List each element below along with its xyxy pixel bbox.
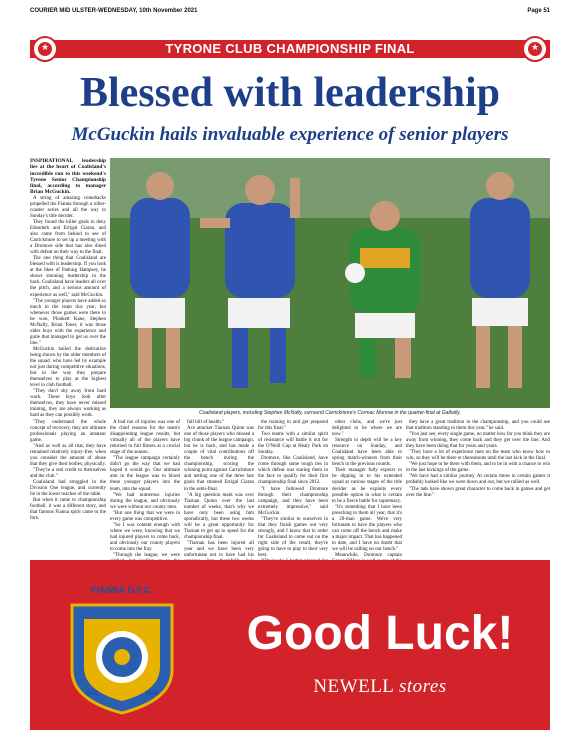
fianna-club-crest-icon <box>62 575 182 715</box>
article-column-5 <box>332 420 402 558</box>
article-paragraph: "A big question mark was over Tiarnan Quinn over the last number of weeks, that's why we have only been using him sporadically, but these two weeks will be a great opportunity for Tiarnan to get up to speed for the championship final. <box>184 492 254 540</box>
article-paragraph: Two teams with a similar spirit of resistance will battle it out for the O'Neill Cup at Healy Park on Sunday. <box>258 432 328 456</box>
sponsor-logo <box>220 675 540 699</box>
article-paragraph: full bill of health." <box>187 420 225 425</box>
club-motto-right: 1925 <box>145 691 159 697</box>
article-column-3 <box>184 420 254 558</box>
headline: Blessed with leadership <box>79 70 501 116</box>
folio-date: COURIER MID ULSTER-WEDNESDAY, 10th November 2021 <box>30 8 198 14</box>
match-photo <box>110 158 550 408</box>
article-column-6 <box>406 420 550 558</box>
article-paragraph: "Tiarnan has been injured all year and we have been very unfortunate not to have had his <box>184 540 254 559</box>
article-paragraph: "And as well as all that, they have remained relatively injury-free, when you consider the amount of abuse that they give their bodies, physically. <box>30 443 106 467</box>
article-paragraph: "The younger players have added so much to the team this year, but whenever those games were there to be won, Plunkett Kane, Stephen McNally, Brian Toner, it was those older boys with the experience and guile that managed to get us over the line." <box>30 298 106 346</box>
match-photo-illustration <box>110 158 550 408</box>
article-paragraph: "So I was content enough with where we were, knowing that we had injured players to come back, and obviously our county players to come into the fray. <box>110 522 180 552</box>
article-column-1 <box>30 158 106 558</box>
sponsor-suffix: stores <box>398 676 447 697</box>
section-banner-title: TYRONE CLUB CHAMPIONSHIP FINAL <box>165 41 415 56</box>
article-paragraph: Ace attacker Tiarnan Quinn was one of those players who missed a big chunk of the league campaign, but he is back, and has made a couple of vital contributions off the bench during the championship, scoring the winning point against Carrickmore and netting one of the three late goals that stunned Errigal Ciaran in the semi-final. <box>184 426 254 492</box>
photo-caption: Coalisland players, including Stephen McNally, surround Carrickmore's Cormac Munroe in the quarter-final at Galbally. <box>199 410 461 416</box>
article-paragraph: Coalisland had struggled in the Division One league, and currently lie in the lower reaches of the table. <box>30 479 106 498</box>
article-paragraph: "The lads have shown great character to come back in games and get over the line." <box>406 486 550 498</box>
article-paragraph: they have a great tradition in the championship, and you could see that tradition standing to them this year," he said. <box>406 420 550 432</box>
article-paragraph: Their manager fully expects to be dipping in to his extended squad at various stages of the title decider as he exploits every possible option in what is certain to be a fierce battle for supremacy. <box>332 468 402 504</box>
club-name-text: FIANNA G.F.C. <box>91 585 153 595</box>
article-paragraph: McGuckin hailed the dedication being shown by the older members of the squad, who have led by example not just during competitive situations, but in the way they prepare themselves to play at the highest level in club football. <box>30 346 106 389</box>
article-paragraph: A string of amazing comebacks propelled the Fianna through a roller-coaster series and all the way to Sunday's title decider. <box>30 195 106 219</box>
article-paragraph: "I have followed Dromore through their championship campaign, and they have been extremely impressive," said McGuckin. <box>258 486 328 516</box>
article-paragraph: "We had numerous injuries during the league, and obviously we were without our county men. <box>110 492 180 510</box>
article-paragraph: Strength in depth will be a key resource on Sunday, and Coalisland have been able to spring match-winners from their bench in the previous rounds. <box>332 438 402 468</box>
article-paragraph: But when it came to championship football, it was a different story, and that famous Fianna spirit came to the fore. <box>30 498 106 522</box>
folio-page-number: Page 51 <box>527 8 550 14</box>
sponsor-name: NEWELL <box>313 676 394 697</box>
subheadline: McGuckin hails invaluable experience of senior players <box>71 124 509 145</box>
folio-line <box>30 8 550 18</box>
article-paragraph: the training in and get prepared for this final." <box>258 420 328 432</box>
article-column-2 <box>110 420 180 558</box>
club-motto-left: GAC <box>85 691 99 697</box>
article-paragraph: "We have had a similar journey. At certain times in certain games it probably looked like we were down and out, but we rallied as well. <box>406 474 550 486</box>
article-paragraph: A bad run of injuries was one of the chief reasons for the team's disappointing league results, but virtually all of the players have returned to full fitness at a crucial stage of the season. <box>110 420 180 456</box>
article-paragraph: "They understand the whole concept of recovery, they are ultimate professionals playing an amateur game. <box>30 419 106 443</box>
article-paragraph: "Through the league, we were <box>113 553 180 559</box>
article-paragraph: "They're similar to ourselves in that they finish games out very strongly, and I know that in order for Coalisland to come out on the right side of the result, they're going to have to play to their very best. <box>258 516 328 559</box>
good-luck-title: Good Luck! <box>246 607 514 660</box>
article-column-4 <box>258 420 328 558</box>
article-paragraph: "You just see, every single game, no matter how far you think they are away from winning, they come back and they get over the line. And they have been doing that for years and years. <box>406 432 550 450</box>
article-paragraph: Meanwhile, Dromore captain <box>335 553 402 559</box>
article-paragraph: "It's something that I have been preaching to them all year, that it's a 20-man game. We're very fortunate to have the players who can come off the bench and make a major impact. That has happened to date, and I have no doubt that we will be calling on our bench." <box>332 504 402 552</box>
tyrone-crest-right-icon: ★ <box>522 36 548 62</box>
article-paragraph: other clubs, and we're just delighted to be where we are now." <box>332 420 402 438</box>
article-paragraph: "They have a lot of experience men on the team who know how to win, so they will be there or thereabouts until the last kick in the final. <box>406 450 550 462</box>
article-paragraph: Dromore, like Coalisland, have come through some tough ties in which defeat was staring them in the face to qualify for their first championship final since 2012. <box>258 456 328 486</box>
article-paragraph: "The league campaign certainly didn't go the way that we had hoped it would go. Our ultimate aim in the league was to blood these younger players into the team, into the squad. <box>110 456 180 492</box>
article-paragraph: They found the killer goals to deny Edendork and Errigal Ciaran, and also came from behind to see of Carrickmore to set up a meeting with a Dromore side that has also dined with defeat on their way to the final. <box>30 219 106 256</box>
article-paragraph: "But one thing that we were in every game was competitive. <box>110 510 180 522</box>
tyrone-crest-left-icon: ★ <box>32 36 58 62</box>
article-lead-paragraph: INSPIRATIONAL leadership lies at the heart of Coalisland's incredible run to this weekend's Tyrone Senior Championship final, according to manager Brian McGuckin. <box>30 158 106 196</box>
article-paragraph: The one thing that Coalisland are blessed with is leadership. If you look at the likes of Padraig Hampsey, he shows stunning leadership in the back. Coalisland have leaders all over the pitch, and a serious amount of experience as well," said McGuckin. <box>30 256 106 298</box>
article-paragraph: "They're a real credit to themselves and the club." <box>30 467 106 479</box>
article-paragraph: "We just hope to be there with them, and to be in with a chance to win in the last kickings of the game. <box>406 462 550 474</box>
article-paragraph: "They don't shy away from hard work. These boys look after themselves, they have never missed training, they are always working as hard as they can possibly work. <box>30 389 106 419</box>
